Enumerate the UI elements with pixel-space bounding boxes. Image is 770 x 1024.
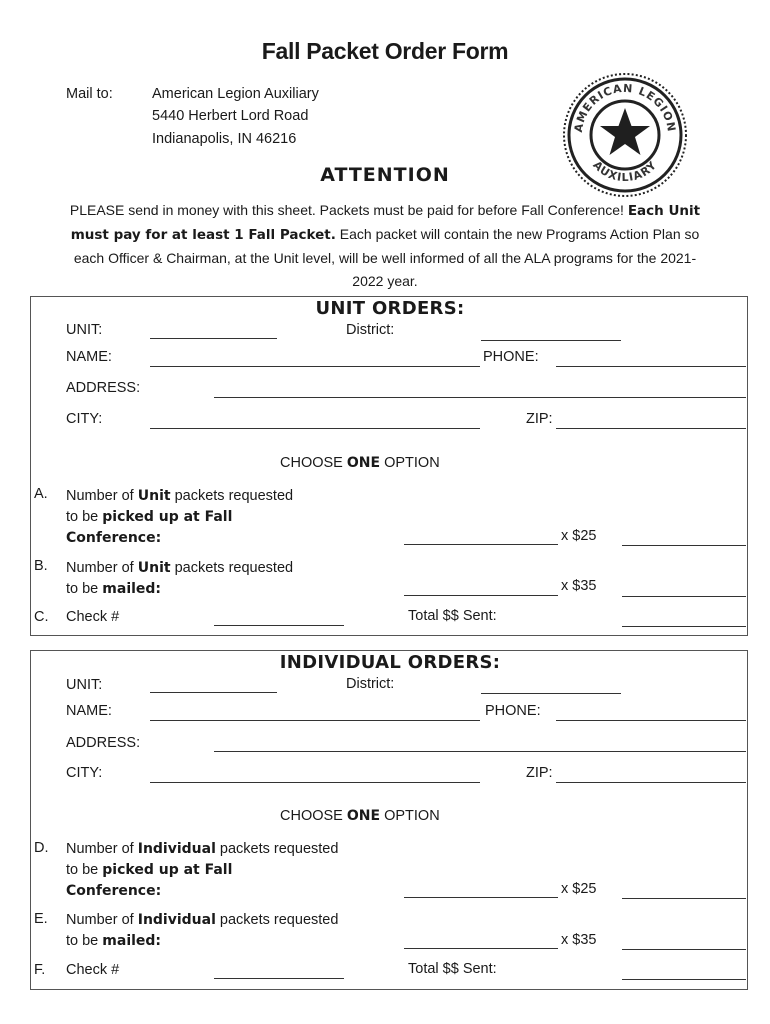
option-d-price: x $25 <box>561 881 597 897</box>
unit-input[interactable] <box>150 692 277 693</box>
option-b-quantity-input[interactable] <box>404 595 558 596</box>
option-e-text: Number of Individual packets requested to be mailed: <box>66 912 339 949</box>
option-d-text: Number of Individual packets requested to be picked up at Fall Conference: <box>66 841 339 899</box>
option-b-letter: B. <box>34 558 48 574</box>
option-b-text: Number of Unit packets requested to be mailed: <box>66 560 294 597</box>
mail-to-label: Mail to: <box>66 86 113 102</box>
district-label: District: <box>346 676 395 692</box>
page-title: Fall Packet Order Form <box>261 38 509 64</box>
choose-one-instruction: CHOOSE ONE OPTION <box>280 808 440 824</box>
unit-label: UNIT: <box>66 677 103 693</box>
seal-top-text: AMERICAN LEGION <box>571 81 679 134</box>
option-a-quantity-input[interactable] <box>404 544 558 545</box>
attention-text-bold: Each Unit must pay for at least 1 Fall Packet. <box>70 203 701 243</box>
option-e-quantity-input[interactable] <box>404 948 558 949</box>
address-input[interactable] <box>214 397 746 398</box>
name-input[interactable] <box>150 720 480 721</box>
attention-heading: ATTENTION <box>320 164 450 186</box>
attention-text-2: Each packet will contain the new Programs Action Plan so each Officer & Chairman, at the Unit level, will be well informed of all the ALA programs for the 2021-2022 year. <box>73 226 700 289</box>
choose-one-instruction: CHOOSE ONE OPTION <box>280 455 440 471</box>
phone-input[interactable] <box>556 720 746 721</box>
city-label: CITY: <box>66 411 103 427</box>
attention-text-1: PLEASE send in money with this sheet. Packets must be paid for before Fall Conference! <box>69 202 624 218</box>
check-label: Check # <box>66 609 120 625</box>
check-label: Check # <box>66 962 120 978</box>
option-d-quantity-input[interactable] <box>404 897 558 898</box>
option-b-amount-input[interactable] <box>622 596 746 597</box>
mail-city: Indianapolis, IN 46216 <box>152 131 297 147</box>
option-c-letter: C. <box>34 609 49 625</box>
zip-input[interactable] <box>556 782 746 783</box>
district-input[interactable] <box>481 340 621 341</box>
option-e-amount-input[interactable] <box>622 949 746 950</box>
check-number-input[interactable] <box>214 978 344 979</box>
zip-label: ZIP: <box>526 765 553 781</box>
address-label: ADDRESS: <box>66 735 141 751</box>
attention-paragraph <box>60 199 710 293</box>
option-a-letter: A. <box>34 486 48 502</box>
check-number-input[interactable] <box>214 625 344 626</box>
unit-orders-heading: UNIT ORDERS: <box>315 298 465 319</box>
option-e-price: x $35 <box>561 932 597 948</box>
zip-label: ZIP: <box>526 411 553 427</box>
option-d-letter: D. <box>34 840 49 856</box>
city-input[interactable] <box>150 428 480 429</box>
option-f-letter: F. <box>34 962 46 978</box>
city-input[interactable] <box>150 782 480 783</box>
option-e-letter: E. <box>34 911 48 927</box>
name-input[interactable] <box>150 366 480 367</box>
district-input[interactable] <box>481 693 621 694</box>
option-a-amount-input[interactable] <box>622 545 746 546</box>
total-sent-input[interactable] <box>622 626 746 627</box>
option-a-price: x $25 <box>561 528 597 544</box>
mail-org: American Legion Auxiliary <box>152 86 319 102</box>
phone-label: PHONE: <box>483 349 539 365</box>
mail-street: 5440 Herbert Lord Road <box>152 108 309 124</box>
option-b-price: x $35 <box>561 578 597 594</box>
phone-input[interactable] <box>556 366 746 367</box>
unit-label: UNIT: <box>66 322 103 338</box>
seal-bottom-text: AUXILIARY <box>590 158 660 185</box>
unit-input[interactable] <box>150 338 277 339</box>
address-input[interactable] <box>214 751 746 752</box>
option-d-amount-input[interactable] <box>622 898 746 899</box>
address-label: ADDRESS: <box>66 380 141 396</box>
phone-label: PHONE: <box>485 703 541 719</box>
name-label: NAME: <box>66 703 112 719</box>
city-label: CITY: <box>66 765 103 781</box>
name-label: NAME: <box>66 349 112 365</box>
individual-orders-heading: INDIVIDUAL ORDERS: <box>279 652 501 673</box>
zip-input[interactable] <box>556 428 746 429</box>
total-sent-label: Total $$ Sent: <box>408 961 497 977</box>
total-sent-input[interactable] <box>622 979 746 980</box>
total-sent-label: Total $$ Sent: <box>408 608 497 624</box>
option-a-text: Number of Unit packets requested to be picked up at Fall Conference: <box>66 488 294 546</box>
district-label: District: <box>346 322 395 338</box>
